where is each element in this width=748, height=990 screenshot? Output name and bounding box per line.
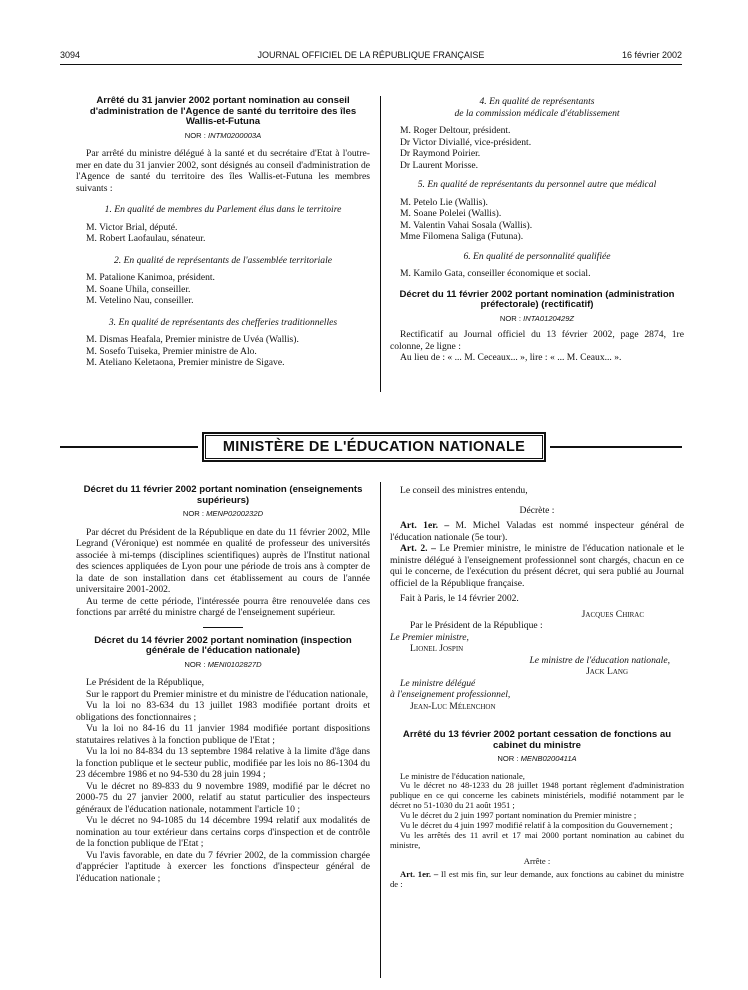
visa-paragraph: Vu le décret du 4 juin 1997 modifié relatif à la composition du Gouvernement ;: [400, 819, 673, 830]
decrete-heading: Décrète :: [519, 504, 555, 516]
arrete-cabinet-title: Arrêté du 13 février 2002 portant cessation de fonctions au cabinet du ministre: [402, 729, 672, 751]
par-le-president: Par le Président de la République :: [410, 620, 543, 631]
article-text: M. Michel Valadas est nommé inspecteur général de l'éducation nationale (5e tour).: [390, 520, 684, 543]
page-header: [60, 50, 682, 64]
visa-paragraph: Le ministre de l'éducation nationale,: [400, 770, 525, 781]
ministre-delegue-title-2: à l'enseignement professionnel,: [390, 689, 511, 700]
page-number: 3094: [60, 50, 81, 60]
visa-paragraph: Vu le décret no 94-1085 du 14 décembre 1994 relatif aux modalités de nomination au tour extérieur dans certains corps d'inspection et de contrôle de la fonction publique de l'Etat ;: [76, 815, 370, 850]
arrete-wallis-continued: [390, 96, 684, 364]
decret-superieur-text-2: Au terme de cette période, l'intéressée pourra être renouvelée dans ces fonctions par arrêté du ministre chargé de l'enseignement supérieur.: [76, 595, 370, 619]
section-heading: 1. En qualité de membres du Parlement élus dans le territoire: [104, 204, 342, 216]
nor-label: NOR :: [497, 754, 519, 764]
nor-label: NOR :: [182, 509, 204, 519]
visa-paragraph: Vu les arrêtés des 11 avril et 17 mai 2000 portant nomination au cabinet du ministre,: [390, 829, 684, 850]
premier-ministre-name: Lionel Jospin: [410, 643, 464, 654]
header-rule: [60, 64, 682, 65]
article-label: Art. 1er. –: [400, 869, 439, 880]
nor-label: NOR :: [184, 660, 206, 670]
section-heading: 4. En qualité de représentants: [479, 96, 595, 107]
article-1-cabinet: [390, 870, 684, 890]
ministre-education-title: Le ministre de l'éducation nationale,: [529, 654, 670, 666]
nor-code: INTA0120429Z: [523, 313, 575, 323]
list-item: Dr Laurent Morisse.: [400, 159, 479, 171]
education-left-column: [76, 485, 370, 884]
decret-superieur-nor: [76, 509, 370, 518]
decret-superieur-text: Par décret du Président de la République en date du 11 février 2002, Mlle Legrand (Véronique) est nommée en qualité de professeur des universités associée à mi-temps (disciplines scientifiques) auprès de l'Institut national des sciences appliquées de Lyon pour une période de trois ans à compter de la date de son installation dans cet établissement au cours de l'année universitaire 2001-2002.: [76, 526, 370, 596]
list-item: Dr Raymond Poirier.: [400, 148, 481, 159]
banner-bar-left: [60, 446, 198, 448]
arrete-wallis-intro: Par arrêté du ministre délégué à la santé et du secrétaire d'Etat à l'outre-mer en date du 31 janvier 2002, sont désignés au conseil d'administration de l'Agence de santé du territoire des îles Wallis-et-Futuna les membres suivants :: [76, 148, 370, 194]
article-1: [390, 520, 684, 543]
list-item: M. Victor Brial, député.: [86, 221, 178, 233]
list-item: M. Robert Laofaulau, sénateur.: [86, 233, 206, 245]
nor-label: NOR :: [184, 131, 206, 141]
fait-a-paris: Fait à Paris, le 14 février 2002.: [400, 593, 519, 604]
article-label: Art. 1er. –: [400, 520, 450, 531]
decret-inspection-nor: [76, 660, 370, 669]
column-divider-bottom: [380, 482, 381, 978]
issue-date: 16 février 2002: [621, 50, 682, 60]
arrete-wallis-nor: [76, 131, 370, 140]
visa-paragraph: Le Président de la République,: [86, 677, 205, 689]
article-label: Art. 2. –: [400, 543, 436, 554]
nor-code: INTM0200003A: [208, 131, 262, 141]
list-item: M. Valentin Vahai Sosala (Wallis).: [400, 219, 533, 231]
article-2: [390, 543, 684, 589]
arrete-heading: Arrête :: [523, 855, 551, 866]
signature-president: Jacques Chirac: [581, 608, 644, 620]
rectificatif-text: Rectificatif au Journal officiel du 13 février 2002, page 2874, 1re colonne, 2e ligne :: [390, 329, 684, 352]
arrete-cabinet-nor: [390, 754, 684, 763]
list-item: M. Soane Polelei (Wallis).: [400, 208, 502, 219]
list-item: M. Petelo Lie (Wallis).: [400, 196, 488, 208]
visa-paragraph: Vu l'avis favorable, en date du 7 février 2002, de la commission chargée d'apprécier l'aptitude à exercer les fonctions d'inspecteur général de l'éducation nationale ;: [76, 849, 370, 884]
banner-bar-right: [550, 446, 682, 448]
nor-code: MENP0200232D: [206, 509, 264, 519]
premier-ministre-title: Le Premier ministre,: [390, 631, 469, 643]
list-item: M. Vetelino Nau, conseiller.: [86, 295, 194, 307]
rectificatif-correction: Au lieu de : « ... M. Ceceaux... », lire : « ... M. Ceaux... ».: [400, 352, 622, 364]
nor-code: MENI0102827D: [207, 660, 262, 670]
nor-label: NOR :: [499, 313, 522, 323]
visa-paragraph: Vu la loi no 84-16 du 11 janvier 1984 modifiée portant dispositions statutaires relatives à la fonction publique de l'Etat ;: [76, 723, 370, 746]
section-heading: de la commission médicale d'établissement: [454, 107, 620, 119]
visa-paragraph: Vu le décret no 89-833 du 9 novembre 1989, modifié par le décret no 2000-75 du 27 janvier 2000, relatif au statut particulier des inspecteurs généraux de l'éducation nationale, notamment l'article 10 ;: [76, 780, 370, 815]
education-right-column: [390, 485, 684, 890]
decret-rectificatif-nor: [390, 314, 684, 323]
article-text: Le Premier ministre, le ministre de l'éducation nationale et le ministre délégué à l'enseignement professionnel sont chargés, chacun en ce qui le concerne, de l'exécution du présent décret, qui sera publié au Journal officiel de la République française.: [390, 543, 685, 589]
visa-paragraph: Vu le décret du 2 juin 1997 portant nomination du Premier ministre ;: [400, 810, 637, 821]
column-divider-top: [380, 96, 381, 392]
ministre-delegue-title: Le ministre délégué: [400, 677, 476, 689]
list-item: M. Soane Uhila, conseiller.: [86, 283, 191, 295]
journal-title: JOURNAL OFFICIEL DE LA RÉPUBLIQUE FRANÇAISE: [257, 50, 485, 60]
section-heading: 3. En qualité de représentants des chefferies traditionnelles: [108, 316, 338, 328]
decret-superieur-title: Décret du 11 février 2002 portant nomination (enseignements supérieurs): [83, 484, 363, 506]
ministre-delegue-name: Jean-Luc Mélenchon: [410, 700, 496, 712]
list-item: M. Dismas Heafala, Premier ministre de Uvéa (Wallis).: [86, 334, 299, 346]
visa-paragraph: Vu le décret no 48-1233 du 28 juillet 1948 portant règlement d'administration publique en ce qui concerne les cabinets ministériels, modifié notamment par le décret no 51-1030 du 21 août 1951 ;: [390, 780, 684, 811]
list-item: M. Patalione Kanimoa, président.: [86, 272, 215, 284]
ministre-education-name: Jack Lang: [586, 666, 628, 677]
decret-rectificatif-title: Décret du 11 février 2002 portant nomination (administration préfectorale) (rectificatif): [399, 288, 675, 311]
visa-paragraph: Sur le rapport du Premier ministre et du ministre de l'éducation nationale,: [86, 688, 369, 700]
list-item: M. Kamilo Gata, conseiller économique et social.: [400, 268, 591, 279]
list-item: M. Sosefo Tuiseka, Premier ministre de Alo.: [86, 345, 257, 357]
ministry-banner-frame: [205, 435, 543, 459]
visa-paragraph: Vu la loi no 83-634 du 13 juillet 1983 modifiée portant droits et obligations des fonctionnaires ;: [76, 700, 370, 723]
arrete-wallis-title: Arrêté du 31 janvier 2002 portant nomination au conseil d'administration de l'Agence de santé du territoire des îles Wallis-et-Futuna: [89, 95, 357, 128]
section-heading: 5. En qualité de représentants du personnel autre que médical: [417, 179, 657, 190]
section-heading: 6. En qualité de personnalité qualifiée: [463, 250, 611, 262]
decret-inspection-title: Décret du 14 février 2002 portant nomination (inspection générale de l'éducation nationale): [94, 634, 352, 657]
list-item: M. Roger Deltour, président.: [400, 125, 511, 136]
article-text: Il est mis fin, sur leur demande, aux fonctions au cabinet du ministre de :: [390, 869, 684, 890]
visa-paragraph: Vu la loi no 84-834 du 13 septembre 1984 relative à la limite d'âge dans la fonction publique et le secteur public, modifiée par les lois no 86-1304 du 23 décembre 1986 et no 94-530 du 28 juin 1994 ;: [76, 746, 370, 781]
arrete-wallis-section: [76, 96, 370, 369]
nor-code: MENB0200411A: [520, 754, 577, 764]
conseil-entendu: Le conseil des ministres entendu,: [400, 485, 528, 496]
list-item: M. Ateliano Keletaona, Premier ministre de Sigave.: [86, 357, 285, 369]
list-item: Mme Filomena Saliga (Futuna).: [400, 231, 524, 242]
ministry-banner: MINISTÈRE DE L'ÉDUCATION NATIONALE: [202, 432, 546, 462]
list-item: Dr Victor Diviallé, vice-président.: [400, 136, 532, 148]
section-heading: 2. En qualité de représentants de l'assemblée territoriale: [113, 254, 333, 266]
